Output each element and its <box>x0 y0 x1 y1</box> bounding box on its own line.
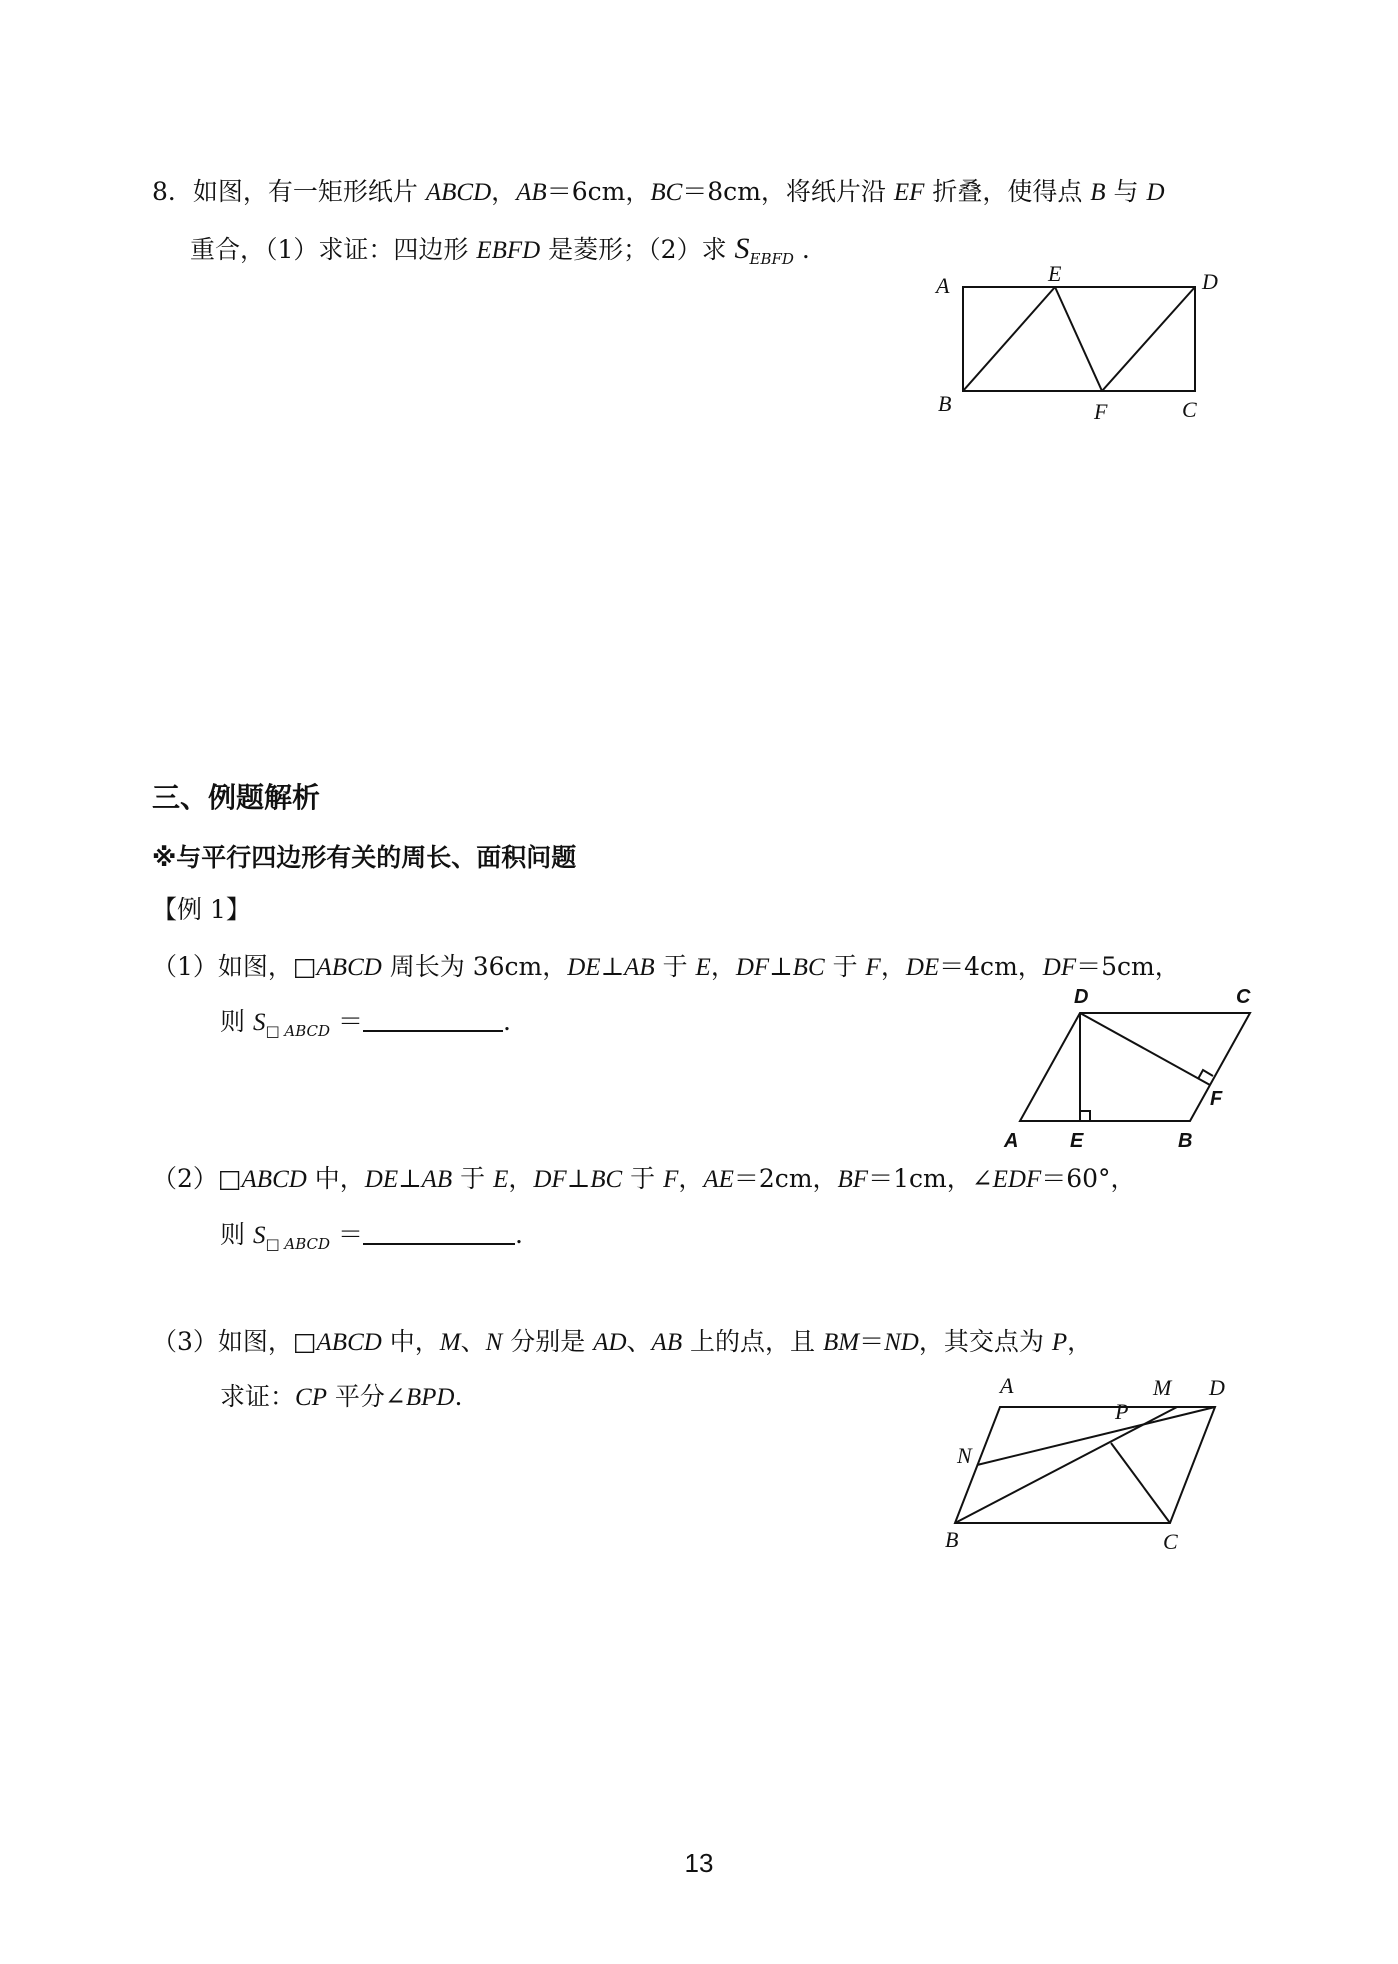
p1-label-e: E <box>1070 1130 1084 1152</box>
q8-label-d: D <box>1202 269 1218 294</box>
p1-answer-blank[interactable] <box>363 1006 503 1032</box>
q8-label-b: B <box>938 391 952 416</box>
q8-figure-rectangle <box>930 261 1218 435</box>
p1-figure-parallelogram <box>1000 985 1290 1165</box>
p2-answer-blank[interactable] <box>363 1219 515 1245</box>
p3-label-b: B <box>945 1527 959 1552</box>
p2-line-2: 则 $S_{□ ABCD}$ ＝ . <box>220 1220 523 1253</box>
p1-label-c: C <box>1236 986 1251 1008</box>
p1-label-f: F <box>1210 1088 1223 1110</box>
q8-label-f: F <box>1094 399 1108 424</box>
p3-label-a: A <box>1000 1373 1014 1398</box>
p3-label-p: P <box>1115 1399 1129 1424</box>
p3-figure-parallelogram <box>945 1375 1245 1565</box>
section-heading: 三、例题解析 <box>152 781 321 814</box>
p1-label-a: A <box>1004 1130 1019 1152</box>
section-subheading: ※与平行四边形有关的周长、面积问题 <box>152 843 577 872</box>
p1-label-b: B <box>1178 1130 1193 1152</box>
page-number: 13 <box>684 1848 714 1878</box>
p1-line-1: （1）如图，□ABCD 周长为 36cm，DE⊥AB 于 E，DF⊥BC 于 F，DE＝4cm，DF＝5cm， <box>152 952 1180 981</box>
p3-label-d: D <box>1209 1375 1225 1400</box>
q8-label-e: E <box>1048 261 1062 286</box>
example-label: 【例 1】 <box>152 895 251 924</box>
q8-label-a: A <box>936 273 950 298</box>
p3-label-c: C <box>1163 1529 1178 1554</box>
p3-line-2: 求证：CP 平分∠BPD. <box>220 1382 463 1411</box>
q8-line-1: 8．如图，有一矩形纸片 ABCD，AB＝6cm，BC＝8cm，将纸片沿 EF 折叠，使得点 B 与 D <box>152 177 1165 206</box>
p3-line-1: （3）如图，□ABCD 中，M、N 分别是 AD、AB 上的点，且 BM＝ND，其交点为 P， <box>152 1327 1093 1356</box>
p3-label-m: M <box>1153 1375 1172 1400</box>
q8-label-c: C <box>1182 397 1197 422</box>
p1-label-d: D <box>1074 986 1089 1008</box>
q8-line-2: 重合，（1）求证：四边形 EBFD 是菱形；（2）求 $S_{EBFD}$ . <box>190 232 810 268</box>
p1-line-2: 则 $S_{□ ABCD}$ ＝ . <box>220 1007 511 1040</box>
p2-line-1: （2）□ABCD 中，DE⊥AB 于 E，DF⊥BC 于 F，AE＝2cm，BF＝1cm，∠EDF＝60°， <box>152 1164 1136 1193</box>
p3-label-n: N <box>957 1443 972 1468</box>
